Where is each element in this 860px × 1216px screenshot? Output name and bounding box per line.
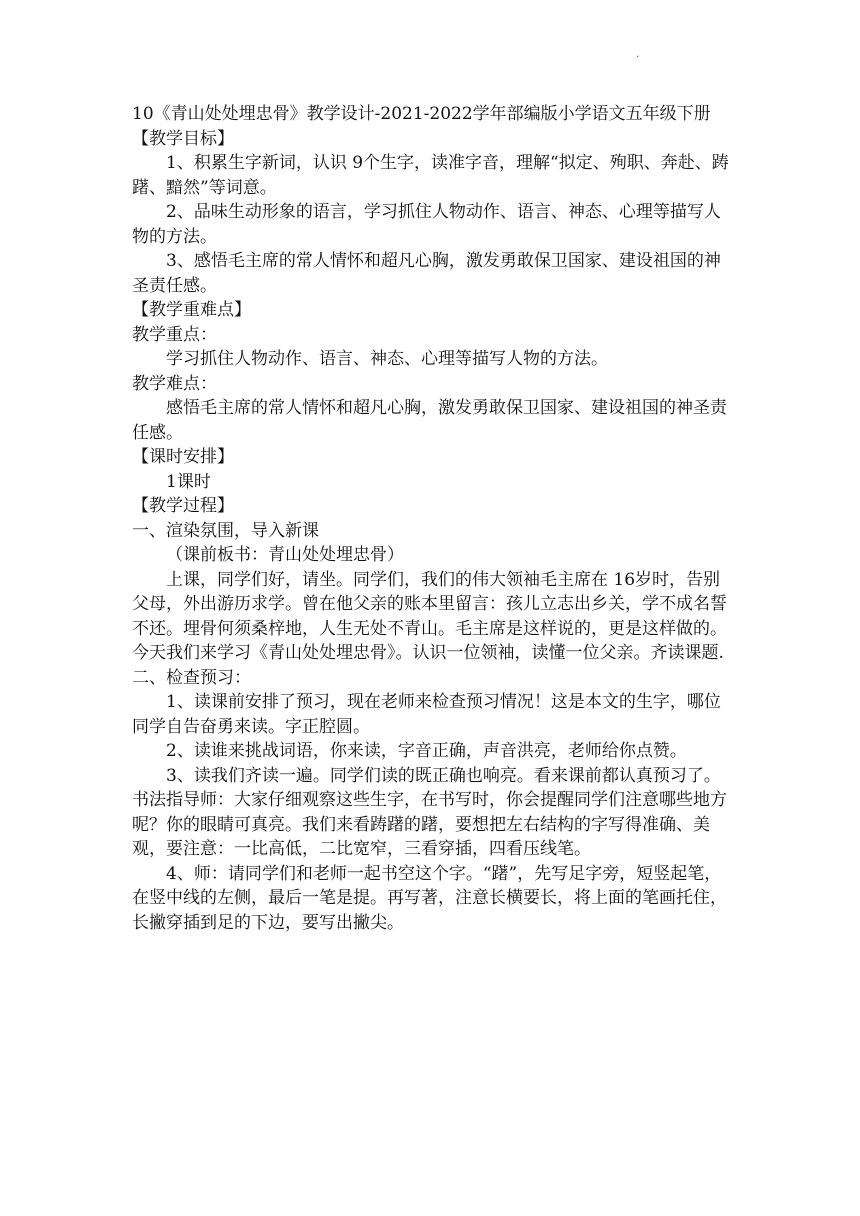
- schedule-text: 1课时: [166, 471, 211, 492]
- header-mark: ·: [636, 52, 640, 63]
- goals-heading: 【教学目标】: [132, 128, 234, 149]
- step2-item: 4、师：请同学们和老师一起书空这个字。“躇”，先写足字旁，短竖起笔，在竖中线的左侧，最后一笔是提。再写著，注意长横要长，将上面的笔画托住，长撇穿插到足的下边，要写出撇尖。: [132, 863, 727, 933]
- document-body: [132, 102, 732, 935]
- difficult-text: 感悟毛主席的常人情怀和超凡心胸，激发勇敢保卫国家、建设祖国的神圣责任感。: [132, 398, 727, 443]
- step2-item: 1、读课前安排了预习，现在老师来检查预习情况！这是本文的生字，哪位同学自告奋勇来读。字正腔圆。: [132, 692, 721, 737]
- schedule-heading: 【课时安排】: [132, 447, 234, 467]
- step2-item: 2、读谁来挑战词语，你来读，字音正确，声音洪亮，老师给你点赞。: [166, 741, 687, 761]
- step1-heading: 一、渲染氛围，导入新课: [132, 520, 319, 541]
- process-heading: 【教学过程】: [132, 496, 234, 516]
- document-title: 10《青山处处埋忠骨》教学设计-2021-2022学年部编版小学语文五年级下册: [132, 104, 711, 124]
- step1-board: （课前板书：青山处处埋忠骨）: [166, 545, 404, 565]
- goal-item: 1、积累生字新词，认识 9个生字，读准字音，理解“拟定、殉职、奔赴、踌躇、黯然”等词意。: [132, 153, 729, 198]
- keypoints-heading: 【教学重难点】: [132, 300, 251, 320]
- difficult-label: 教学难点：: [132, 373, 217, 394]
- step1-text: 上课，同学们好，请坐。同学们，我们的伟大领袖毛主席在 16岁时，告别父母，外出游历求学。曾在他父亲的账本里留言：孩儿立志出乡关，学不成名誓不还。埋骨何须桑梓地，人生无处不青山。毛主席是这样说的，更是这样做的。今天我们来学习《青山处处埋忠骨》。认识一位领袖，读懂一位父亲。齐读课题.: [132, 569, 727, 663]
- goal-item: 2、品味生动形象的语言，学习抓住人物动作、语言、神态、心理等描写人物的方法。: [132, 202, 721, 247]
- step2-item: 3、读我们齐读一遍。同学们读的既正确也响亮。看来课前都认真预习了。书法指导师：大家仔细观察这些生字，在书写时，你会提醒同学们注意哪些地方呢？你的眼睛可真亮。我们来看踌躇的躇，要想把左右结构的字写得准确、美观，要注意：一比高低，二比宽窄，三看穿插，四看压线笔。: [132, 765, 727, 859]
- key-label: 教学重点：: [132, 324, 217, 345]
- key-text: 学习抓住人物动作、语言、神态、心理等描写人物的方法。: [166, 349, 608, 369]
- step2-heading: 二、检查预习：: [132, 667, 251, 688]
- goal-item: 3、感悟毛主席的常人情怀和超凡心胸，激发勇敢保卫国家、建设祖国的神圣责任感。: [132, 251, 721, 296]
